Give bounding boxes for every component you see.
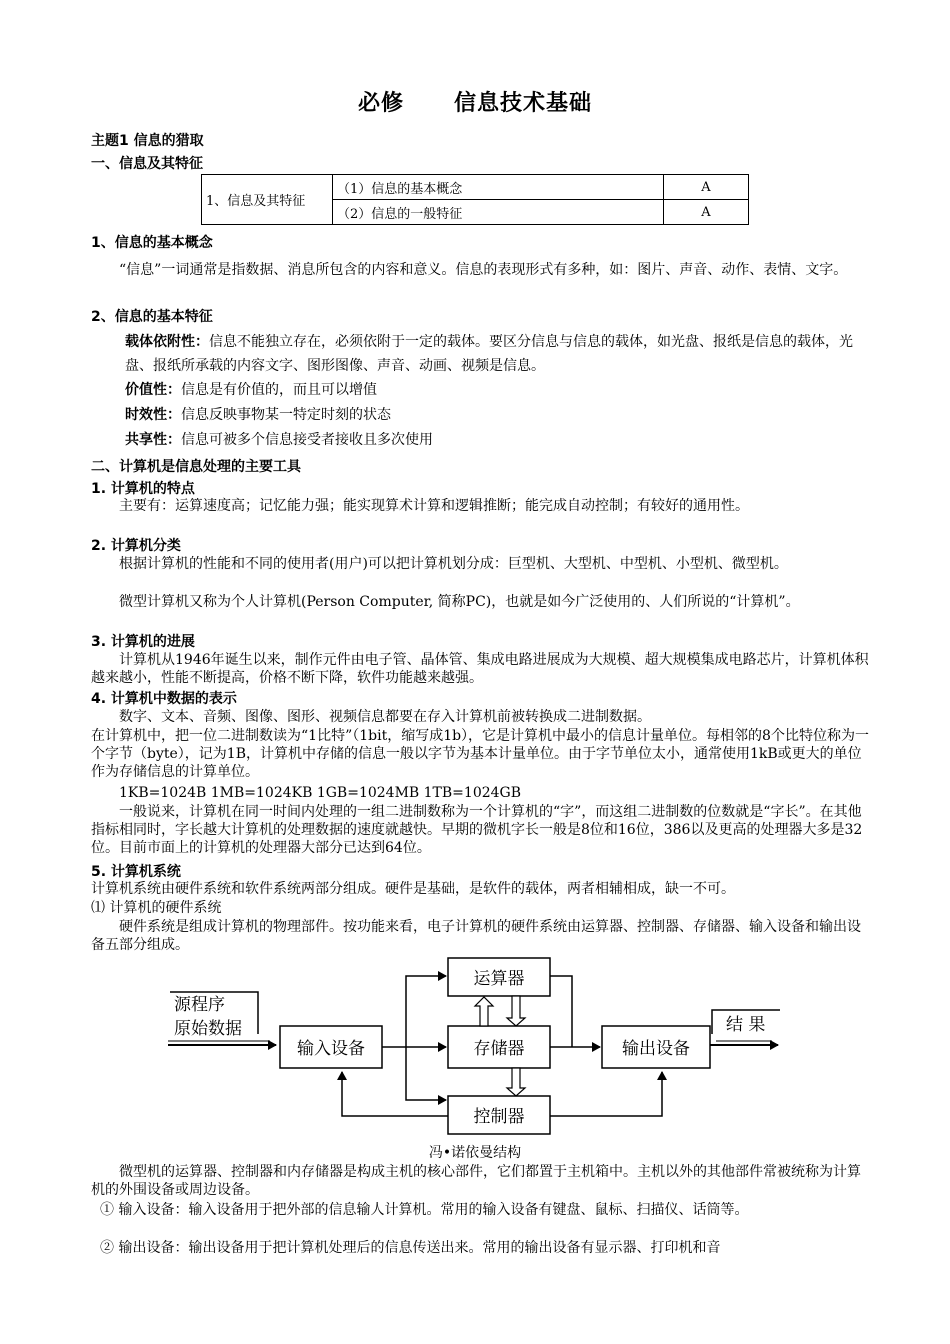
- arrow-alu-memory-down: [507, 996, 525, 1026]
- value-paragraph: [125, 380, 905, 400]
- arrow-memory-control-down: [507, 1068, 525, 1096]
- section1-heading: 一、信息及其特征: [91, 156, 203, 172]
- s1-2-heading: 2、信息的基本特征: [91, 309, 213, 325]
- s1-1-text: “信息”一词通常是指数据、消息所包含的内容和意义。信息的表现形式有多种，如：图片、声音、动作、表情、文字。: [119, 262, 848, 278]
- item-input-devices: ① 输入设备：输入设备用于把外部的信息输人计算机。常用的输入设备有键盘、鼠标、扫描仪、话筒等。: [100, 1202, 749, 1218]
- carrier-label: 载体依附性：: [125, 334, 209, 350]
- control-label: 控制器: [473, 1107, 525, 1127]
- von-neumann-diagram: [160, 950, 800, 1140]
- c2-heading: 2. 计算机分类: [91, 538, 181, 554]
- c1-text: 主要有：运算速度高；记忆能力强；能实现算术计算和逻辑推断；能完成自动控制；有较好的通用性。: [119, 498, 749, 514]
- section2-heading: 二、计算机是信息处理的主要工具: [91, 459, 301, 475]
- c4-units: 1KB=1024B 1MB=1024KB 1GB=1024MB 1TB=1024GB: [119, 785, 522, 801]
- requirements-table: [201, 174, 749, 225]
- table-row: [202, 175, 749, 200]
- input-device-label: 输入设备: [297, 1039, 365, 1059]
- share-label: 共享性：: [125, 432, 181, 448]
- c2-text1: 根据计算机的性能和不同的使用者(用户)可以把计算机划分成：巨型机、大型机、中型机、小型机、微型机。: [119, 556, 788, 572]
- title-part1: 必修: [357, 91, 404, 116]
- table-cell-item: （2）信息的一般特征: [333, 200, 664, 225]
- result-label: 结 果: [726, 1015, 766, 1035]
- c5-heading: 5. 计算机系统: [91, 864, 181, 880]
- memory-label: 存储器: [473, 1039, 525, 1059]
- alu-label: 运算器: [473, 969, 525, 989]
- c5-text1: 计算机系统由硬件系统和软件系统两部分组成。硬件是基础，是软件的载体，两者相辅相成，缺一不可。: [91, 881, 735, 897]
- c4-text2: 在计算机中，把一位二进制数读为“1比特”（1bit，缩写成1b），它是计算机中最小的信息计量单位。每相邻的8个比特位称为一个字节（byte），记为1B，计算机中存储的信息一般以字节为基本计量单位。由于字节单位太小，通常使用1kB或更大的单位作为存储信息的计算单位。: [91, 728, 869, 780]
- c4-text3: 一般说来，计算机在同一时间内处理的一组二进制数称为一个计算机的“字”，而这组二进制数的位数就是“字长”。在其他指标相同时，字长越大计算机的处理数据的速度就越快。早期的微机字长一般是8位和16位，386以及更高的处理器大多是32位。目前市面上的计算机的处理器大部分已达到64位。: [91, 804, 863, 856]
- item-output-devices: ② 输出设备：输出设备用于把计算机处理后的信息传送出来。常用的输出设备有显示器、打印机和音: [100, 1240, 721, 1256]
- c5-sub1: ⑴ 计算机的硬件系统: [91, 900, 222, 916]
- c2-text2: 微型计算机又称为个人计算机(Person Computer, 简称PC)，也就是如今广泛使用的、人们所说的“计算机”。: [119, 594, 800, 610]
- c5-text2: 硬件系统是组成计算机的物理部件。按功能来看，电子计算机的硬件系统由运算器、控制器、存储器、输入设备和输出设备五部分组成。: [91, 919, 861, 953]
- time-text: 信息反映事物某一特定时刻的状态: [181, 407, 391, 423]
- value-text: 信息是有价值的，而且可以增值: [181, 382, 377, 398]
- arrow-control-output: [550, 1072, 662, 1116]
- arrow-control-input: [342, 1072, 448, 1116]
- c3-text: 计算机从1946年诞生以来，制作元件由电子管、晶体管、集成电路进展成为大规模、超大规模集成电路芯片，计算机体积越来越小，性能不断提高，价格不断下降，软件功能越来越强。: [91, 652, 869, 686]
- line-alu-output: [550, 976, 572, 1047]
- diagram-caption: 冯•诺依曼结构: [428, 1145, 522, 1161]
- c4-heading: 4. 计算机中数据的表示: [91, 691, 237, 707]
- share-text: 信息可被多个信息接受者接收且多次使用: [181, 432, 433, 448]
- topic-heading: 主题1 信息的猎取: [91, 133, 204, 149]
- output-device-label: 输出设备: [622, 1039, 690, 1059]
- carrier-paragraph: [125, 330, 865, 378]
- source-label-line1: 源程序: [174, 995, 225, 1015]
- s1-1-heading: 1、信息的基本概念: [91, 235, 213, 251]
- document-title: [0, 86, 950, 117]
- c4-text1: 数字、文本、音频、图像、图形、视频信息都要在存入计算机前被转换成二进制数据。: [119, 709, 651, 725]
- table-cell-item: （1）信息的基本概念: [333, 175, 664, 200]
- share-paragraph: [125, 430, 905, 450]
- after-text: 微型机的运算器、控制器和内存储器是构成主机的核心部件，它们都置于主机箱中。主机以外的其他部件常被统称为计算机的外围设备或周边设备。: [91, 1164, 861, 1198]
- time-label: 时效性：: [125, 407, 181, 423]
- c3-heading: 3. 计算机的进展: [91, 634, 195, 650]
- arrow-input-control: [406, 1047, 446, 1100]
- value-label: 价值性：: [125, 382, 181, 398]
- arrow-memory-alu-up: [475, 997, 493, 1026]
- title-part2: 信息技术基础: [454, 91, 593, 116]
- table-cell-level: A: [664, 200, 749, 225]
- source-label-line2: 原始数据: [174, 1019, 242, 1039]
- table-rowhead: 1、信息及其特征: [202, 175, 333, 225]
- carrier-text: 信息不能独立存在，必须依附于一定的载体。要区分信息与信息的载体，如光盘、报纸是信息的载体，光盘、报纸所承载的内容文字、图形图像、声音、动画、视频是信息。: [125, 334, 853, 374]
- table-cell-level: A: [664, 175, 749, 200]
- c1-heading: 1. 计算机的特点: [91, 481, 195, 497]
- arrow-input-alu: [406, 976, 446, 1047]
- time-paragraph: [125, 405, 905, 425]
